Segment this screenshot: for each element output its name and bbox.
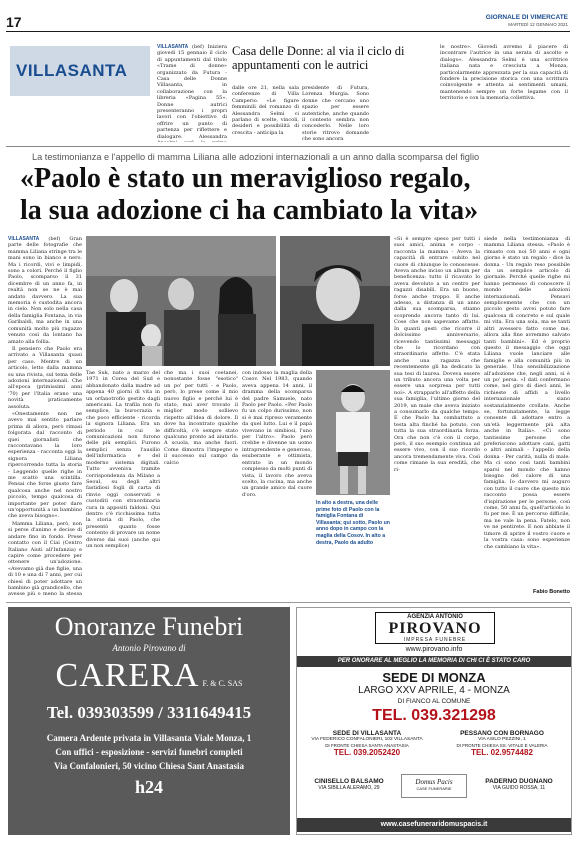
adult-paolo-figure bbox=[280, 236, 390, 366]
main-headline-1: «Paolo è stato un meraviglioso regalo, bbox=[20, 163, 471, 194]
top-story-col1: VILLASANTA (bef) Iniziera giovedi 15 gennaio il ciclo di appuntamenti dal titolo «Trame di donne» organizzato da Futura - Casa delle Donne Villasanta, in collaborazione con la libreria «Pagina 55». Donne autrici presenteranno i propri lavori con l'obiettivo di offrire un punto di partenza per riflettere e dialogare. Alessandra bbox=[157, 44, 227, 140]
adult-paolo-photo bbox=[280, 236, 390, 366]
child-soccer-figure bbox=[316, 370, 390, 495]
child-soccer-photo bbox=[316, 370, 390, 495]
branch-pessano-note: DI FRONTE CHIESA SS. VITALE E VALERIA bbox=[456, 743, 548, 748]
branch-pessano-title: PESSANO CON BORNAGO bbox=[460, 730, 544, 737]
branch-pessano-phone: TEL. 02.9574482 bbox=[471, 748, 533, 757]
domus-pacis-logo bbox=[401, 774, 467, 798]
branch-cinisello-title: CINISELLO BALSAMO bbox=[314, 778, 384, 785]
pirovano-banner: PER ONORARE AL MEGLIO LA MEMORIA DI CHI CI È STATO CARO bbox=[297, 656, 571, 667]
main-kicker: La testimonianza e l'appello di mamma Liliana alle adozioni internazionali a un anno dalla scomparsa del figlio bbox=[32, 152, 480, 162]
branch-cinisello bbox=[301, 778, 397, 791]
family-photo bbox=[86, 236, 276, 366]
top-story-rule bbox=[6, 146, 570, 147]
family-photo-figures bbox=[86, 236, 276, 366]
domus-pacis-name: Domus Pacis bbox=[415, 778, 453, 786]
carera-ad-brand: CARERA F. & C. SAS bbox=[55, 657, 243, 694]
carera-ad bbox=[8, 607, 290, 835]
main-headline-2: la sua adozione ci ha cambiato la vita» bbox=[20, 195, 479, 226]
pirovano-brand: PIROVANO bbox=[388, 620, 482, 637]
section-title: VILLASANTA bbox=[16, 61, 128, 80]
pirovano-hq-phone: TEL. 039.321298 bbox=[372, 707, 496, 724]
main-col5: «Si è sempre speso per tutti i suoi amici, anima e corpo - racconta la mamma - Aveva la capacità di entrare subito nel cuore di chiunque lo conoscesse. Aveva anche inciso un album per beneficenza: tutto il ricavato lo aveva devoluto a un centro per ragazzi disabili. Era un buono, forse anche troppo. E anche adesso, a distanza di un anno dalla sua scomparsa, stiamo scoprendo ancora tanto di lui. Cose che non sapevamo affatto. In quanti gesti che ricorre il dolcissimo anniversario, ricevendo tantissimi messaggi che lo ricordano con straordinario affetto. C'è stata anche una ragazza che recentemente gli ha dedicato la sua tesi di laurea. Doveva essere un tributo ancora una volta per essere una sorpresa per tutti noi». A strapparlo all'affetto della sua famiglia, l'ultimo giorno del 2019, un male che aveva iniziato a consumarlo da qualche tempo. E che Paolo ha combattuto a testa alta finché ha potuto, con tutta la sua straordinaria forza. Ora che non c'è con il corpo, però, il suo esempio continua ad essere vivo, con il suo ricordo ancora tremendamente viva. Così come rimane la sua eredità, che ri- bbox=[394, 236, 480, 473]
pirovano-ad bbox=[296, 607, 572, 835]
domus-pacis-sub: CASE FUNERARIE bbox=[416, 786, 452, 791]
carera-ad-line3: Via Confalonieri, 50 vicino Chiesa Sant Anastasia bbox=[54, 761, 244, 771]
carera-ad-subtitle: Antonio Pirovano di bbox=[112, 643, 186, 653]
branch-villasanta bbox=[301, 730, 433, 757]
branch-paderno-addr: VIA GUIDO ROSSA, 11 bbox=[492, 785, 546, 791]
branch-villasanta-phone: TEL. 039.2052420 bbox=[333, 748, 401, 757]
paper-name: GIORNALE DI VIMERCATE bbox=[485, 14, 568, 21]
pirovano-hq-addr1: LARGO XXV APRILE, 4 - MONZA bbox=[358, 685, 510, 696]
top-story-col2: dalle ore 21, nella sala conferenze di Villa Camperio. «Le figure femminili del romanzo di Alessandra Selmi ci parlano di scelte, vincoli, desideri e possibilità di crescita - anticipa la bbox=[232, 85, 299, 136]
pirovano-website: www.pirovano.info bbox=[405, 646, 463, 653]
issue-date: MARTEDÌ 12 GENNAIO 2021 bbox=[508, 22, 568, 27]
branch-pessano bbox=[437, 730, 567, 757]
branch-paderno-title: PADERNO DUGNANO bbox=[485, 778, 553, 785]
top-story-col4: le nostre». Giovedì avremo il piacere di incontrare l'autrice in una serata di ascolto e dialogo». Alessandra Selmi è una scrittrice italiana nata e cresciuta a Monza, particolarmente apprezzata per la sua capacità di fondere la precisione storica con una scrittura coinvolgente e attenta ai sentimenti umani, mantenendo sempre un forte legame con il territorio e con la memoria collettiva. bbox=[440, 44, 568, 102]
carera-ad-line2: Con uffici - esposizione - servizi funebri completi bbox=[55, 747, 243, 757]
carera-ad-title: Onoranze Funebri bbox=[54, 612, 244, 641]
branch-villasanta-title: SEDE DI VILLASANTA bbox=[332, 730, 402, 737]
pirovano-hq-title: SEDE DI MONZA bbox=[382, 670, 486, 685]
top-story-col3: presidente di Futura, Lorenza Murgia. Sono donne che cercano uno spazio per essere autentiche, anche quando il contesto sembra non concederlo. Nelle loro storie ritrovo domande che sono ancora bbox=[302, 85, 369, 143]
pirovano-hq-addr2: DI FIANCO AL COMUNE bbox=[397, 698, 471, 705]
branch-cinisello-addr: VIA SIBILLA ALERAMO, 29 bbox=[318, 785, 380, 791]
main-col1: VILLASANTA (bef) Gran parte delle fotografie che mamma Liliana stringe tra le mani sono in bianco e nero. Ma i ricordi, vivi e limpidi, sono a colori. Perché il figlio Paolo, scomparso il 31 dicembre di un anno fa, in realtà non se ne è mai andato davvero. La sua memoria è custodita ancora in cielo. Non solo nella casa della famiglia Fontana, in via Garibaldi, ma anche in una comunità molto più ragazzo venuto così da lontano ha amato alla follia. Il pensiero che Paolo era arrivato a Villasanta quasi per caso. Mentre di un articolo, letto dalla mamma su una rivista, sul tema delle adozioni internazionali. Che all'epoca (primissimi anni '70) per l'Italia erano una novità praticamente assoluta. «Onestamente non ne avevo mai sentito parlare prima di allora, però rimasi folgorata dal racconto di quei giornalisti che raccontavano la loro esperienza - racconta oggi la signora Liliana ripercorrendo tutta la storia - Leggendo quelle righe in me scattò una scintilla. Pensai che forse giusto fare qualcosa anche nel nostro piccolo, tempo qualcosa di importante per poter dare un'opportunità a un bambino che aveva bisogno». Mamma Liliana, però, non si perse d'animo e decise di andare fino in fondo. Prese contatto con il Ciai (Centro Italiano Aiuti all'Infanzia) e capire come procedere per ottenere un'adozione. «Avevamo già due figlie, una di 10 e una di 7 anni, per cui chiesi di poter adottare un bambino già grandicello, che avesse più o meno la stessa bbox=[8, 236, 82, 598]
branch-villasanta-addr: VIA FEDERICO CONFALONIERI, 102 VILLASANTA bbox=[311, 737, 423, 742]
header-rule bbox=[6, 31, 570, 32]
branch-villasanta-note: DI FRONTE CHIESA SANTA ANASTASIA bbox=[325, 743, 409, 748]
carera-ad-phone: Tel. 039303599 / 3311649415 bbox=[46, 703, 252, 722]
pirovano-tagline: IMPRESA FUNEBRE bbox=[403, 637, 467, 643]
branch-pessano-addr: VIA ASILO PEZZINI, 1 bbox=[478, 737, 526, 742]
top-story-headline: Casa delle Donne: al via il ciclo di appuntamenti con le autrici bbox=[232, 44, 405, 72]
pirovano-footer-site: www.casefuneraridomuspacis.it bbox=[297, 818, 571, 832]
pirovano-agency: AGENZIA ANTONIO bbox=[407, 614, 463, 620]
pirovano-logo-frame bbox=[375, 612, 495, 644]
carera-ad-badge: h24 bbox=[134, 777, 163, 797]
main-col6: siede nella testimonianza di mamma Liliana stessa. «Paolo è rimasto con noi 50 anni e ogni giorno è stato un regalo - dice la donna - Un regalo reso possibile da un semplice articolo di giornale. Perché quelle righe mi hanno permesso di conoscere il mondo delle adozioni internazionali. Pensavi semplicemente che con un piccolo gesto avrei potuto fare qualcosa di concreto e sul quale mi vita. Era una sola, ma se tanti altri avessero fatto come me, allora alla fine avremmo salvato tanti bambini». Ed è proprio questo il messaggio che oggi Liliana vuole lanciare alle famiglie e alla comunità più in generale. Una sensibilizzazione all'adozione che, negli anni, si è un po' persa. «I dati confermano come, nel giro di dieci anni, le richieste di affidi a livello internazionale siano sostanzialmente crollate. Anche se, fortunatamente, la legge consente di adottare entro a un'età leggermente più alta anche in Italia». «Ci sono tantissime persone che preferiscono adottare cani, gatti o altri animali - l'appello della donna - Per carità, nulla di male. Ma ci sono così tanti bambini sparsi nel mondo che hanno bisogno del calore di una famiglia. Io davvero mi auguro con tutto il cuore che questo mio racconto possa essere d'ispirazione per le persone, così come, 50 anni fa, quell'articolo lo fu per me. È un percorso difficile, ma ne vale la pena. Fatelo, non ve ne pentirete. E non abbiate il timore di aprire il vostro cuore e la vostra casa: sono esperienze che cambiano la vita». bbox=[484, 236, 570, 550]
main-col4: con indosso la maglia della Cosov. Nel 1983, quando aveva appena 14 anni, il dramma della scomparsa del padre Samuele, nato Paolo per Paolo. «Per Paolo fu un colpo durissimo, non si è mai ripreso veramente da quel lutto. Lui e il papà vivevano in simbiosi, l'uno per l'altro». Paolo però crebbe e divenne un uomo intraprendente e generoso, esuberante e ottimista, entrato in un mondo complesso da molti punti di vista, il lavoro che aveva scelto, la cucina, ma anche un grande amico dal cuore d'oro. bbox=[242, 370, 312, 498]
main-col3: che ma i suoi coetanei, nonostante fosse "esotico" un po' per tutti - e Paolo, però, lo prese come il mio nuovo figlio e perché lui è stato, mai aver trovato il miglior modo sollievo rispetto all'idea di dolore. Il dove ha incontrato qualche difficoltà, c'è sempre stato qualcuno pronto ad aiutarlo. A scuola, ma anche fuori. Come dimostra l'impegno e il successo sul campo da calcio bbox=[164, 370, 238, 466]
carera-ad-line1: Camera Ardente privata in Villasanta Viale Monza, 1 bbox=[46, 733, 252, 743]
branch-paderno bbox=[471, 778, 567, 791]
section-label bbox=[10, 46, 150, 96]
byline: Fabio Bonetto bbox=[533, 589, 570, 595]
photo-caption: In alto a destra, una delle prime foto di Paolo con la famiglia Fontana di Villasanta; qui sotto, Paolo un anno dopo in campo con la maglia della Cosov. In alto a destra, Paolo da adulto bbox=[316, 500, 390, 546]
story-bottom-rule bbox=[6, 602, 570, 603]
main-col2: Tae Suk, nato a marzo del 1971 in Corea del Sud e abbandonato dalla madre ad appena 40 giorni di vita in un orfanotrofio gestito dagli americani. La trafila non fu semplice, la burocrazia e che poco efficiente - ricorda la signora Liliana. Era un periodo in cui le comunicazioni non furono delle più semplici. Furono semplici senza l'ausilio dell'informatica e del moderno sistema digitali. Tutto avveniva tramite corrispondenza da Milano a Seoul, su degli altri fastidiosi fogli di carta di rinvio oggi conservati e custoditi con straordinaria cura in appositi faldoni. Qui dentro c'è ricchissima tutta la storia di Paolo, che presentò quanto fosse contento di provare un nome diverso dai suoi (anche qui un non semplice) bbox=[86, 370, 160, 549]
page-number: 17 bbox=[6, 14, 22, 30]
